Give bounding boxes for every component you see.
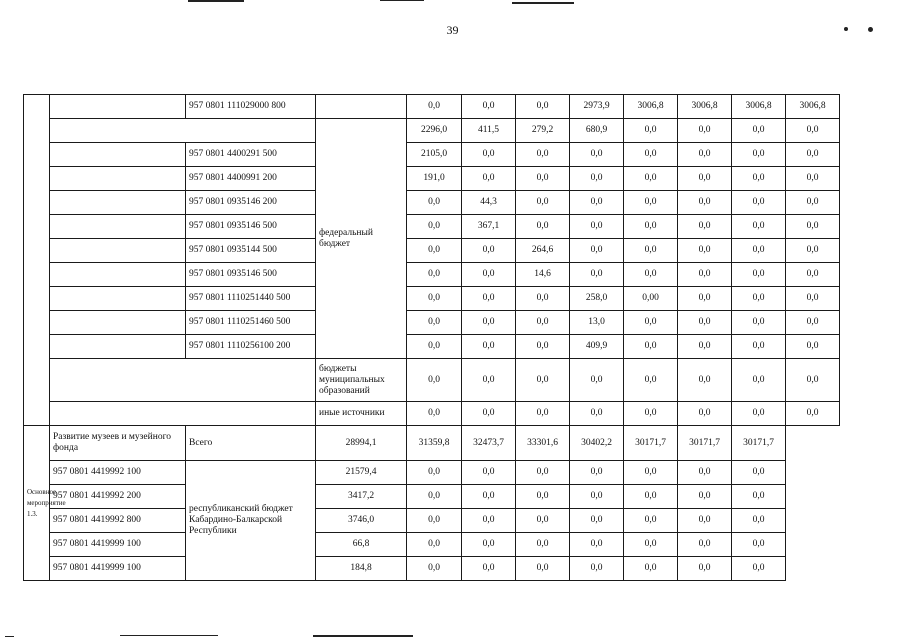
value-cell: 0,0	[516, 167, 570, 191]
value-cell: 0,0	[462, 359, 516, 402]
budget-code: 957 0801 4400991 200	[186, 167, 316, 191]
value-cell: 0,0	[516, 287, 570, 311]
table-row	[24, 509, 840, 533]
value-cell: 0,0	[462, 287, 516, 311]
blank-cell	[50, 239, 186, 263]
value-cell: 0,0	[407, 557, 462, 581]
value-cell: 0,0	[462, 311, 516, 335]
scan-mark	[313, 635, 413, 637]
scan-mark	[512, 2, 574, 4]
value-cell: 0,0	[678, 402, 732, 426]
value-cell: 367,1	[462, 215, 516, 239]
value-cell: 13,0	[570, 311, 624, 335]
value-cell: 0,0	[570, 461, 624, 485]
value-cell: 0,0	[678, 557, 732, 581]
event-title: Основное мероприятие 1.3.	[24, 426, 50, 581]
budget-table	[23, 94, 840, 581]
value-cell: 0,0	[786, 359, 840, 402]
table-row	[24, 215, 840, 239]
value-cell: 0,0	[516, 402, 570, 426]
value-cell: 0,0	[624, 215, 678, 239]
value-cell: 0,0	[624, 263, 678, 287]
value-cell: 0,0	[786, 311, 840, 335]
blank-cell	[50, 215, 186, 239]
value-cell: 0,0	[732, 263, 786, 287]
value-cell: 0,0	[678, 359, 732, 402]
value-cell: 0,0	[678, 509, 732, 533]
table-row	[24, 95, 840, 119]
value-cell: 2105,0	[407, 143, 462, 167]
value-cell: 0,0	[732, 557, 786, 581]
value-cell: 0,0	[462, 335, 516, 359]
value-cell: 0,0	[786, 167, 840, 191]
value-cell: 0,0	[570, 263, 624, 287]
table-row	[24, 402, 840, 426]
value-cell: 0,0	[516, 191, 570, 215]
value-cell: 411,5	[462, 119, 516, 143]
budget-code: 957 0801 1110251460 500	[186, 311, 316, 335]
value-cell: 0,0	[570, 239, 624, 263]
blank-cell	[50, 287, 186, 311]
value-cell: 0,0	[570, 167, 624, 191]
table-row	[24, 167, 840, 191]
value-cell: 0,0	[407, 461, 462, 485]
funding-source: иные источники	[316, 402, 407, 426]
value-cell: 44,3	[462, 191, 516, 215]
budget-code: 957 0801 1110251440 500	[186, 287, 316, 311]
blank-cell	[50, 143, 186, 167]
value-cell: 0,00	[624, 287, 678, 311]
value-cell: 409,9	[570, 335, 624, 359]
scan-mark	[844, 27, 848, 31]
value-cell: 0,0	[407, 402, 462, 426]
scan-mark	[120, 635, 218, 636]
value-cell: 279,2	[516, 119, 570, 143]
value-cell: 3006,8	[732, 95, 786, 119]
value-cell: 0,0	[516, 461, 570, 485]
value-cell: 0,0	[732, 239, 786, 263]
table-row	[24, 239, 840, 263]
table-row	[24, 287, 840, 311]
value-cell: 0,0	[732, 287, 786, 311]
scan-mark	[5, 636, 14, 637]
value-cell: 0,0	[516, 335, 570, 359]
value-cell: 0,0	[624, 191, 678, 215]
value-cell: 0,0	[516, 311, 570, 335]
value-cell: 3417,2	[316, 485, 407, 509]
value-cell: 3006,8	[624, 95, 678, 119]
value-cell: 0,0	[786, 191, 840, 215]
total-label: Всего	[186, 426, 316, 461]
table-row	[24, 533, 840, 557]
value-cell: 0,0	[570, 557, 624, 581]
value-cell: 33301,6	[516, 426, 570, 461]
value-cell: 0,0	[462, 461, 516, 485]
value-cell: 0,0	[570, 485, 624, 509]
table-row	[24, 426, 840, 461]
blank-cell	[50, 167, 186, 191]
table-row	[24, 311, 840, 335]
value-cell: 0,0	[678, 263, 732, 287]
value-cell: 0,0	[407, 239, 462, 263]
value-cell: 32473,7	[462, 426, 516, 461]
value-cell: 0,0	[570, 143, 624, 167]
value-cell: 0,0	[462, 485, 516, 509]
value-cell: 264,6	[516, 239, 570, 263]
budget-code: 957 0801 0935146 200	[186, 191, 316, 215]
value-cell: 0,0	[786, 239, 840, 263]
value-cell: 0,0	[678, 461, 732, 485]
value-cell: 0,0	[407, 335, 462, 359]
source-cell	[316, 95, 407, 119]
value-cell: 0,0	[786, 335, 840, 359]
value-cell: 30171,7	[732, 426, 786, 461]
blank-cell	[50, 95, 186, 119]
value-cell: 191,0	[407, 167, 462, 191]
value-cell: 0,0	[516, 533, 570, 557]
value-cell: 0,0	[624, 485, 678, 509]
value-cell: 0,0	[462, 533, 516, 557]
value-cell: 30402,2	[570, 426, 624, 461]
value-cell: 0,0	[732, 509, 786, 533]
value-cell: 0,0	[462, 239, 516, 263]
value-cell: 0,0	[462, 263, 516, 287]
value-cell: 0,0	[516, 557, 570, 581]
value-cell: 0,0	[570, 215, 624, 239]
value-cell: 0,0	[678, 143, 732, 167]
value-cell: 0,0	[516, 215, 570, 239]
value-cell: 0,0	[407, 215, 462, 239]
value-cell: 0,0	[624, 509, 678, 533]
blank-cell	[50, 335, 186, 359]
value-cell: 0,0	[624, 119, 678, 143]
table-row	[24, 263, 840, 287]
value-cell: 0,0	[678, 287, 732, 311]
value-cell: 0,0	[732, 461, 786, 485]
blank-cell	[50, 311, 186, 335]
value-cell: 3006,8	[786, 95, 840, 119]
budget-code: 957 0801 0935146 500	[186, 263, 316, 287]
value-cell: 0,0	[516, 359, 570, 402]
value-cell: 0,0	[462, 402, 516, 426]
value-cell: 0,0	[570, 402, 624, 426]
value-cell: 0,0	[678, 311, 732, 335]
table-row	[24, 359, 840, 402]
budget-code: 957 0801 4419999 100	[50, 557, 186, 581]
value-cell: 0,0	[516, 95, 570, 119]
blank-left-cell	[24, 95, 50, 426]
scan-mark	[188, 0, 244, 2]
value-cell: 0,0	[678, 239, 732, 263]
event-name: Развитие музеев и музейного фонда	[50, 426, 186, 461]
value-cell: 0,0	[786, 143, 840, 167]
value-cell: 14,6	[516, 263, 570, 287]
value-cell: 0,0	[678, 215, 732, 239]
value-cell: 0,0	[624, 335, 678, 359]
value-cell: 0,0	[407, 191, 462, 215]
value-cell: 0,0	[462, 167, 516, 191]
value-cell: 0,0	[786, 215, 840, 239]
value-cell: 3746,0	[316, 509, 407, 533]
value-cell: 0,0	[732, 359, 786, 402]
value-cell: 0,0	[732, 402, 786, 426]
value-cell: 0,0	[462, 509, 516, 533]
value-cell: 0,0	[678, 335, 732, 359]
value-cell: 0,0	[624, 402, 678, 426]
table-row	[24, 191, 840, 215]
blank-cell	[50, 263, 186, 287]
value-cell: 680,9	[570, 119, 624, 143]
funding-source: федеральный бюджет	[316, 119, 407, 359]
value-cell: 0,0	[678, 533, 732, 557]
value-cell: 0,0	[624, 311, 678, 335]
budget-code: 957 0801 4400291 500	[186, 143, 316, 167]
funding-source: республиканский бюджет Кабардино-Балкарской Республики	[186, 461, 316, 581]
value-cell: 184,8	[316, 557, 407, 581]
value-cell: 258,0	[570, 287, 624, 311]
table-row	[24, 119, 840, 143]
value-cell: 0,0	[678, 167, 732, 191]
budget-code: 957 0801 4419999 100	[50, 533, 186, 557]
value-cell: 0,0	[516, 485, 570, 509]
value-cell: 0,0	[732, 533, 786, 557]
table-row	[24, 143, 840, 167]
value-cell: 0,0	[732, 119, 786, 143]
budget-code: 957 0801 4419992 200	[50, 485, 186, 509]
value-cell: 0,0	[462, 143, 516, 167]
value-cell: 0,0	[786, 402, 840, 426]
table-row	[24, 557, 840, 581]
value-cell: 0,0	[407, 533, 462, 557]
value-cell: 0,0	[462, 95, 516, 119]
value-cell: 0,0	[407, 287, 462, 311]
blank-cell	[50, 402, 316, 426]
value-cell: 0,0	[516, 143, 570, 167]
table-row	[24, 335, 840, 359]
blank-cell	[50, 359, 316, 402]
value-cell: 0,0	[732, 335, 786, 359]
value-cell: 0,0	[570, 533, 624, 557]
value-cell: 0,0	[678, 191, 732, 215]
budget-code: 957 0801 4419992 100	[50, 461, 186, 485]
value-cell: 28994,1	[316, 426, 407, 461]
budget-code: 957 0801 1110256100 200	[186, 335, 316, 359]
value-cell: 0,0	[732, 143, 786, 167]
budget-code: 957 0801 0935144 500	[186, 239, 316, 263]
value-cell: 0,0	[407, 485, 462, 509]
budget-code: 957 0801 111029000 800	[186, 95, 316, 119]
value-cell: 30171,7	[624, 426, 678, 461]
table-row	[24, 461, 840, 485]
value-cell: 0,0	[624, 533, 678, 557]
scan-mark	[868, 27, 873, 32]
value-cell: 0,0	[732, 167, 786, 191]
value-cell: 0,0	[678, 485, 732, 509]
value-cell: 2296,0	[407, 119, 462, 143]
value-cell: 0,0	[732, 191, 786, 215]
value-cell: 0,0	[462, 557, 516, 581]
value-cell: 0,0	[407, 95, 462, 119]
value-cell: 66,8	[316, 533, 407, 557]
value-cell: 0,0	[624, 557, 678, 581]
value-cell: 0,0	[407, 509, 462, 533]
value-cell: 0,0	[516, 509, 570, 533]
value-cell: 0,0	[624, 167, 678, 191]
value-cell: 0,0	[407, 311, 462, 335]
blank-cell	[50, 191, 186, 215]
value-cell: 0,0	[786, 287, 840, 311]
value-cell: 3006,8	[678, 95, 732, 119]
value-cell: 0,0	[407, 263, 462, 287]
value-cell: 2973,9	[570, 95, 624, 119]
value-cell: 0,0	[624, 143, 678, 167]
value-cell: 0,0	[624, 461, 678, 485]
value-cell: 0,0	[732, 311, 786, 335]
value-cell: 0,0	[407, 359, 462, 402]
value-cell: 0,0	[786, 263, 840, 287]
scan-mark	[380, 0, 424, 1]
value-cell: 0,0	[786, 119, 840, 143]
value-cell: 0,0	[570, 191, 624, 215]
value-cell: 21579,4	[316, 461, 407, 485]
budget-code: 957 0801 0935146 500	[186, 215, 316, 239]
value-cell: 0,0	[732, 215, 786, 239]
value-cell: 0,0	[624, 239, 678, 263]
page-number: 39	[446, 23, 459, 37]
value-cell: 0,0	[570, 359, 624, 402]
blank-cell	[50, 119, 316, 143]
value-cell: 0,0	[570, 509, 624, 533]
value-cell: 0,0	[678, 119, 732, 143]
value-cell: 30171,7	[678, 426, 732, 461]
value-cell: 0,0	[624, 359, 678, 402]
budget-code: 957 0801 4419992 800	[50, 509, 186, 533]
funding-source: бюджеты муниципальных образований	[316, 359, 407, 402]
table-row	[24, 485, 840, 509]
value-cell: 0,0	[732, 485, 786, 509]
value-cell: 31359,8	[407, 426, 462, 461]
